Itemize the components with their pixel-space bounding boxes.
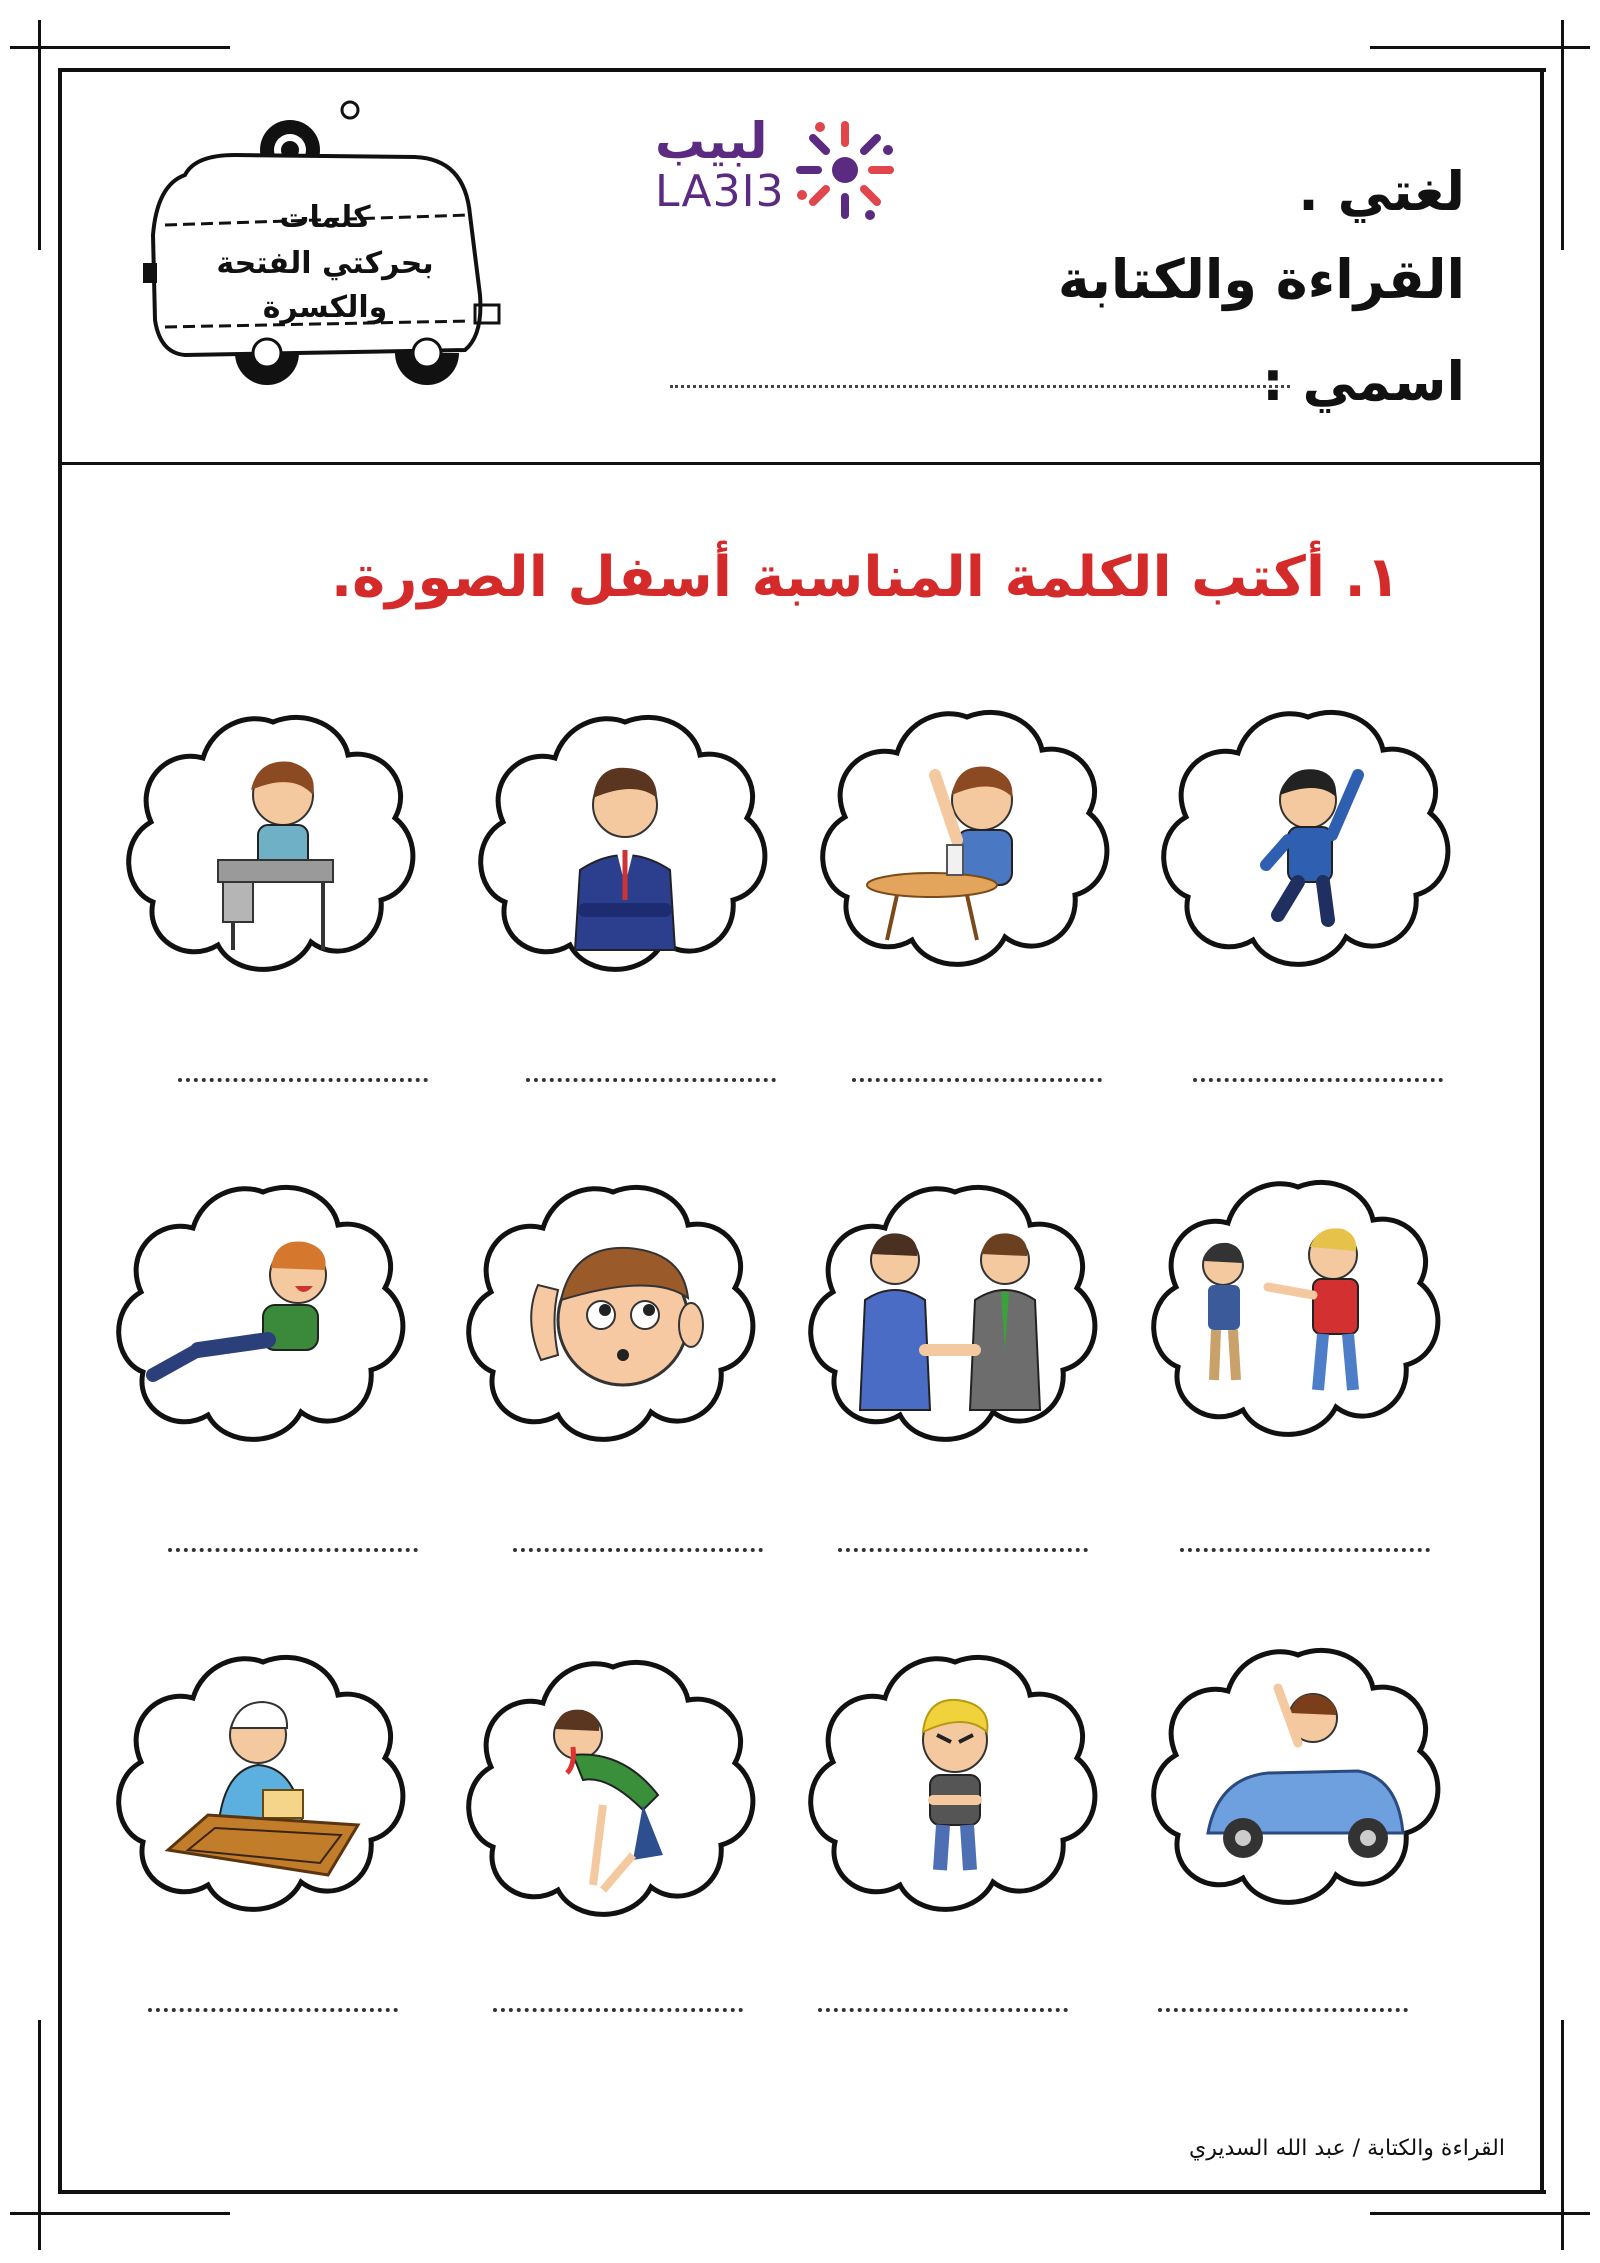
answer-line[interactable] (1158, 2008, 1408, 2012)
answer-line[interactable] (148, 2008, 398, 2012)
picture-card-confused-man (470, 705, 780, 989)
answer-line[interactable] (838, 1548, 1088, 1552)
boy-in-car-icon (1143, 1638, 1453, 1918)
picture-card-boy-in-car (1143, 1638, 1453, 1922)
picture-card-boy-drinking (812, 700, 1122, 984)
answer-line[interactable] (818, 2008, 1068, 2012)
picture-card-laughing-boy (108, 1175, 418, 1459)
handshake-icon (800, 1175, 1110, 1455)
listening-face-icon (458, 1175, 768, 1455)
picture-card-handshake (800, 1175, 1110, 1459)
boy-drinking-icon (812, 700, 1122, 980)
bully-kids-icon (1143, 1170, 1453, 1450)
logo-latin: LA3I3 (655, 166, 785, 217)
thinking-boy-desk-icon (118, 705, 428, 985)
instruction-text: ١. أكتب الكلمة المناسبة أسفل الصورة. (330, 545, 1400, 610)
footer-credit: القراءة والكتابة / عبد الله السديري (1189, 2136, 1505, 2161)
picture-card-boy-praying (108, 1645, 418, 1929)
name-field[interactable] (670, 385, 1290, 388)
logo-mark-icon (790, 115, 900, 225)
answer-line[interactable] (493, 2008, 743, 2012)
badge-line-2: بحركتي الفتحة (216, 246, 434, 281)
picture-card-angry-boy (800, 1645, 1110, 1929)
boy-praying-icon (108, 1645, 418, 1925)
answer-line[interactable] (168, 1548, 418, 1552)
answer-line[interactable] (852, 1078, 1102, 1082)
picture-card-thinking-boy-desk (118, 705, 428, 989)
tired-man-icon (458, 1650, 768, 1930)
subject-title: لغتي . (1298, 160, 1465, 223)
badge-line-1: كلمات (279, 200, 371, 235)
angry-boy-icon (800, 1645, 1110, 1925)
answer-line[interactable] (178, 1078, 428, 1082)
logo-arabic: لبيب (655, 112, 768, 170)
jumping-boy-icon (1153, 700, 1463, 980)
picture-card-bully-kids (1143, 1170, 1453, 1454)
answer-line[interactable] (1180, 1548, 1430, 1552)
answer-line[interactable] (513, 1548, 763, 1552)
name-label: اسمي : (1262, 350, 1465, 413)
picture-card-listening-face (458, 1175, 768, 1459)
bus-icon (125, 95, 525, 405)
picture-card-jumping-boy (1153, 700, 1463, 984)
picture-card-tired-man (458, 1650, 768, 1934)
badge-line-3: والكسرة (262, 290, 388, 325)
answer-line[interactable] (1193, 1078, 1443, 1082)
answer-line[interactable] (526, 1078, 776, 1082)
laughing-boy-icon (108, 1175, 418, 1455)
unit-title: القراءة والكتابة (1057, 248, 1465, 311)
confused-man-icon (470, 705, 780, 985)
